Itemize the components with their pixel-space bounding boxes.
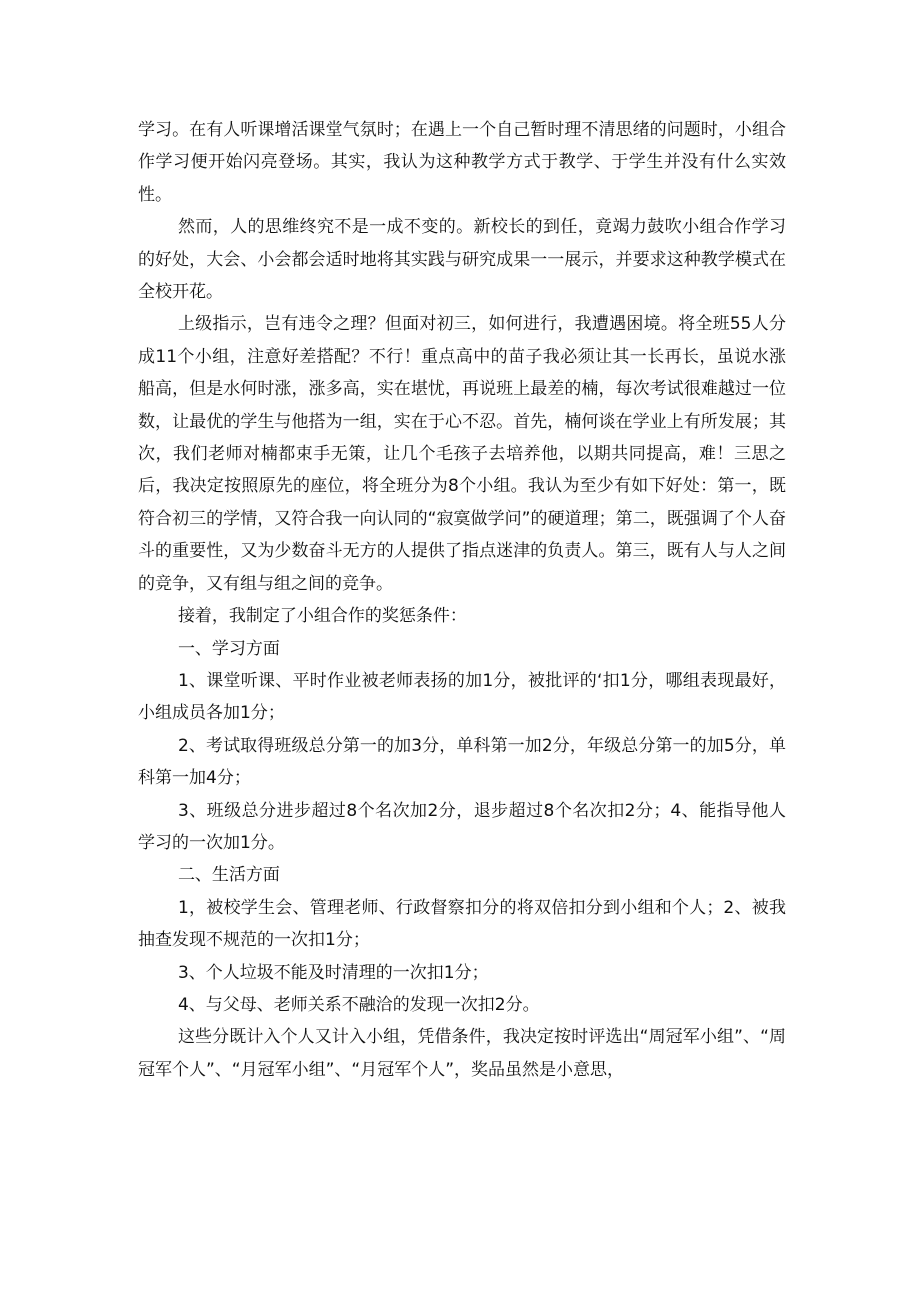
paragraph-3: 上级指示，岂有违令之理？但面对初三，如何进行，我遭遇困境。将全班55人分成11个小组，注意好差搭配？不行！重点高中的苗子我必须让其一长再长，虽说水涨船高，但是水何时涨，涨多高，实在堪忧，再说班上最差的楠，每次考试很难越过一位数，让最优的学生与他搭为一组，实在于心不忍。首先，楠何谈在学业上有所发展；其次，我们老师对楠都束手无策，让几个毛孩子去培养他，以期共同提高，难！三思之后，我决定按照原先的座位，将全班分为8个小组。我认为至少有如下好处：第一，既符合初三的学情，又符合我一向认同的“寂寞做学问”的硬道理；第二，既强调了个人奋斗的重要性，又为少数奋斗无方的人提供了指点迷津的负责人。第三，既有人与人之间的竞争，又有组与组之间的竞争。 [138,314,786,594]
rule-item-life-1: 1，被校学生会、管理老师、行政督察扣分的将双倍扣分到小组和个人；2、被我抽查发现不规范的一次扣1分； [138,897,786,951]
section-heading-life: 二、生活方面 [177,865,280,886]
rule-item-life-4: 4、与父母、老师关系不融洽的发现一次扣2分。 [177,994,540,1015]
rule-item-1: 1、课堂听课、平时作业被老师表扬的加1分，被批评的‘扣1分，哪组表现最好，小组成员各加1分； [138,670,786,724]
document-body [138,114,786,1086]
paragraph-4: 接着，我制定了小组合作的奖惩条件： [177,606,467,627]
paragraph-closing: 这些分既计入个人又计入小组，凭借条件，我决定按时评选出“周冠军小组”、“周冠军个人”、“月冠军小组”、“月冠军个人”，奖品虽然是小意思， [138,1027,786,1080]
rule-item-life-3: 3、个人垃圾不能及时清理的一次扣1分； [177,962,489,983]
rule-item-3: 3、班级总分进步超过8个名次加2分，退步超过8个名次扣2分；4、能指导他人学习的一次加1分。 [138,800,786,853]
paragraph-1: 学习。在有人听课增活课堂气氛时；在遇上一个自己暂时理不清思绪的问题时，小组合作学习便开始闪亮登场。其实，我认为这种教学方式于教学、于学生并没有什么实效性。 [138,120,786,205]
rule-item-2: 2、考试取得班级总分第一的加3分，单科第一加2分，年级总分第一的加5分，单科第一加4分； [138,735,786,789]
section-heading-study: 一、学习方面 [177,638,280,659]
paragraph-2: 然而，人的思维终究不是一成不变的。新校长的到任，竟竭力鼓吹小组合作学习的好处，大会、小会都会适时地将其实践与研究成果一一展示，并要求这种教学模式在全校开花。 [138,217,786,303]
